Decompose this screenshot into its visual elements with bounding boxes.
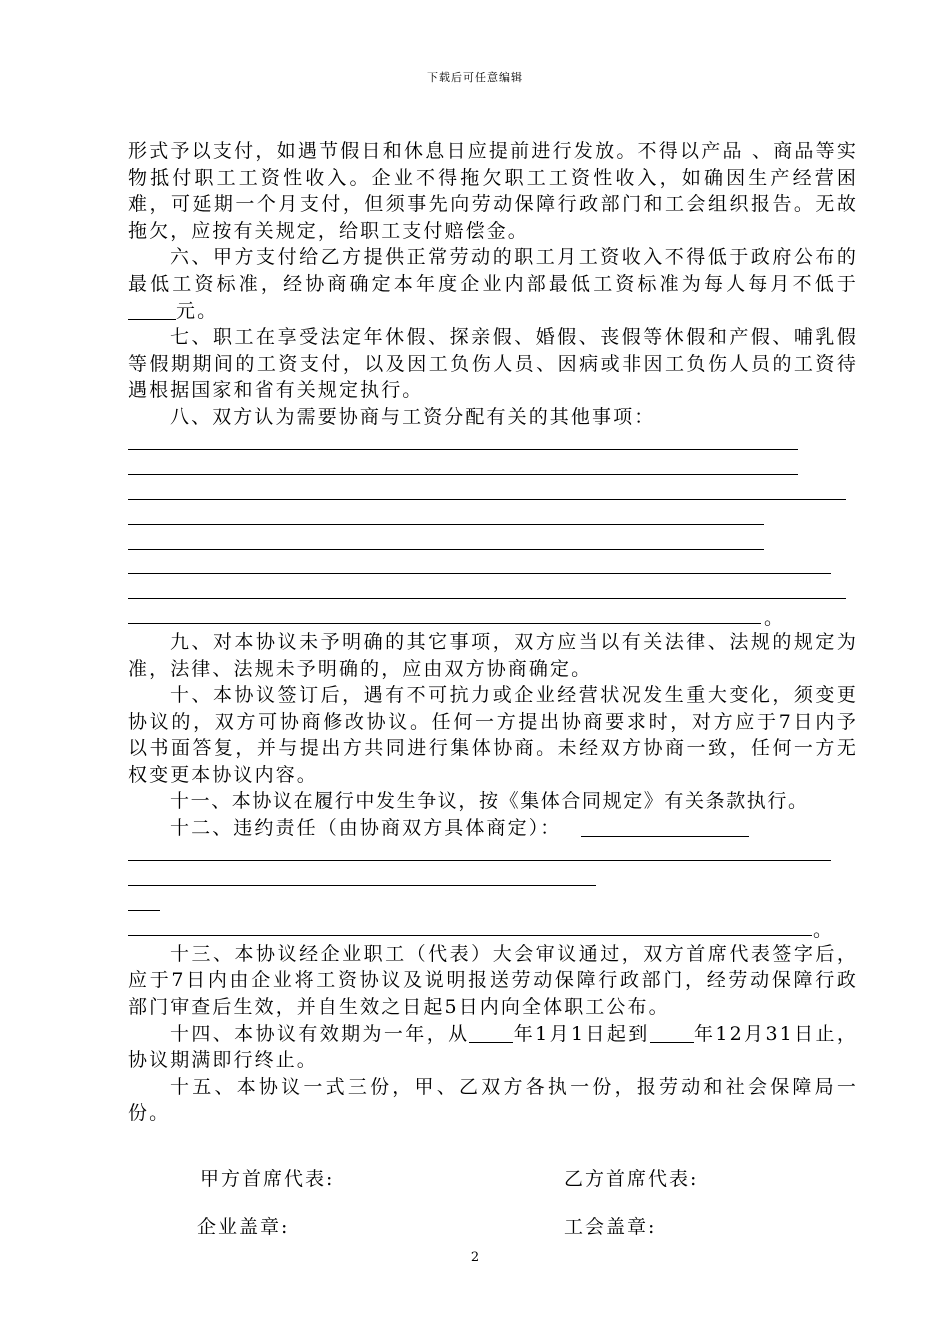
blank-line[interactable] (128, 842, 858, 867)
paragraph-14-text-a: 十四、本协议有效期为一年，从 (170, 1022, 470, 1045)
paragraph-13: 十三、本协议经企业职工（代表）大会审议通过，双方首席代表签字后，应于7日内由企业将工资协议及说明报送劳动保障行政部门，经劳动保障行政部门审查后生效，并自生效之日起5日内向全体职工公布。 (128, 942, 858, 1019)
paragraph-14 (128, 1021, 858, 1074)
blank-line[interactable] (128, 579, 858, 604)
document-body (128, 138, 858, 1127)
breach-liability-blank-lines (128, 842, 858, 941)
min-wage-blank[interactable] (128, 301, 176, 320)
blank-line[interactable] (128, 916, 858, 941)
breach-liability-blank[interactable] (581, 818, 749, 837)
page-header: 下载后可任意编辑 (427, 71, 523, 84)
paragraph-15: 十五、本协议一式三份，甲、乙双方各执一份，报劳动和社会保障局一份。 (128, 1075, 858, 1125)
blank-line[interactable] (128, 505, 858, 530)
paragraph-7: 七、职工在享受法定年休假、探亲假、婚假、丧假等休假和产假、哺乳假等假期期间的工资支付，以及因工负伤人员、因病或非因工负伤人员的工资待遇根据国家和省有关规定执行。 (128, 326, 858, 402)
blank-line[interactable] (128, 431, 858, 456)
blank-line[interactable] (128, 866, 858, 891)
blank-line[interactable] (128, 530, 858, 555)
paragraph-14-text-c: 年12月31日止，协议期满即行终止。 (128, 1022, 858, 1072)
blank-line[interactable] (128, 455, 858, 480)
union-seal-label: 工会盖章: (564, 1216, 657, 1238)
page-number: 2 (470, 1250, 480, 1265)
paragraph-6-unit: 元。 (176, 299, 219, 322)
blank-line[interactable] (128, 480, 858, 505)
paragraph-6 (128, 244, 858, 324)
end-period: 。 (764, 607, 786, 630)
end-period: 。 (813, 919, 835, 942)
paragraph-6-text: 六、甲方支付给乙方提供正常劳动的职工月工资收入不得低于政府公布的最低工资标准，经协商确定本年度企业内部最低工资标准为每人每月不低于 (128, 246, 858, 295)
paragraph-10: 十、本协议签订后，遇有不可抗力或企业经营状况发生重大变化，须变更协议的，双方可协商修改协议。任何一方提出协商要求时，对方应于7日内予以书面答复，并与提出方共同进行集体协商。未经双方协商一致，任何一方无权变更本协议内容。 (128, 684, 858, 786)
blank-line[interactable] (128, 555, 858, 580)
blank-line[interactable] (128, 604, 858, 629)
start-year-blank[interactable] (469, 1024, 513, 1043)
party-b-representative-label: 乙方首席代表: (564, 1168, 699, 1190)
other-matters-blank-lines (128, 431, 858, 629)
company-seal-label: 企业盖章: (197, 1216, 290, 1238)
party-a-representative-label: 甲方首席代表: (200, 1168, 335, 1190)
paragraph-12-text: 十二、违约责任（由协商双方具体商定）： (170, 817, 562, 840)
paragraph-12 (128, 815, 858, 842)
paragraph-9: 九、对本协议未予明确的其它事项，双方应当以有关法律、法规的规定为准，法律、法规未予明确的，应由双方协商确定。 (128, 630, 858, 680)
blank-line[interactable] (128, 891, 858, 916)
paragraph-11: 十一、本协议在履行中发生争议，按《集体合同规定》有关条款执行。 (170, 790, 809, 813)
end-year-blank[interactable] (650, 1024, 694, 1043)
paragraph-payment-form: 形式予以支付，如遇节假日和休息日应提前进行发放。不得以产品 、商品等实物抵付职工工资性收入。企业不得拖欠职工工资性收入，如确因生产经营困难，可延期一个月支付，但须事先向劳动保障行政部门和工会组织报告。无故拖欠，应按有关规定，给职工支付赔偿金。 (128, 140, 858, 242)
paragraph-14-text-b: 年1月1日起到 (513, 1022, 650, 1045)
paragraph-8: 八、双方认为需要协商与工资分配有关的其他事项： (170, 405, 656, 428)
